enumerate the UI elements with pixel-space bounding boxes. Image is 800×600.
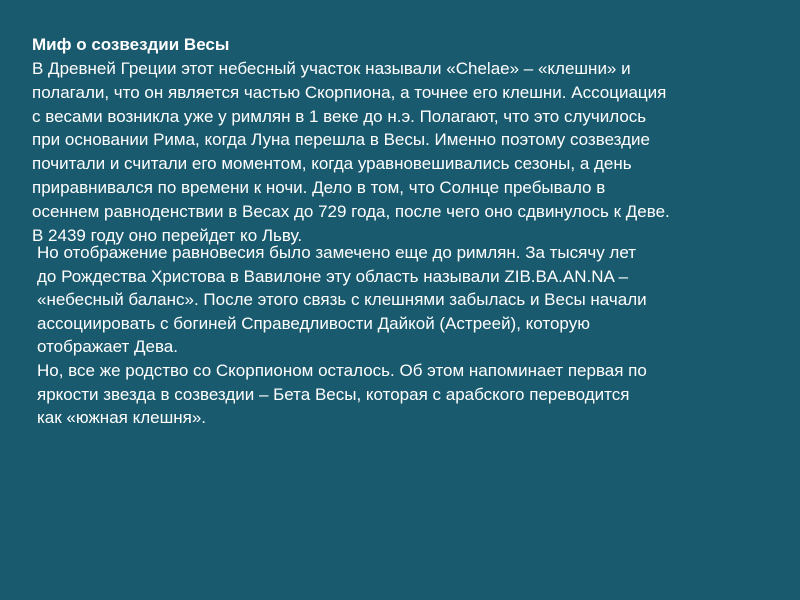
paragraph-line: ассоциировать с богиней Справедливости Дайкой (Астреей), которую bbox=[37, 313, 590, 333]
paragraph-line: яркости звезда в созвездии – Бета Весы, которая с арабского переводится bbox=[37, 384, 630, 404]
paragraph-line: приравнивался по времени к ночи. Дело в том, что Солнце пребывало в bbox=[32, 177, 606, 197]
paragraph-line: полагали, что он является частью Скорпиона, а точнее его клешни. Ассоциация bbox=[32, 82, 667, 102]
paragraph-line: Но, все же родство со Скорпионом осталось. Об этом напоминает первая по bbox=[37, 360, 647, 380]
paragraph-line: как «южная клешня». bbox=[37, 408, 206, 428]
paragraph-line: осеннем равноденствии в Весах до 729 года, после чего оно сдвинулось к Деве. bbox=[32, 201, 670, 221]
paragraph-line: «небесный баланс». После этого связь с клешнями забылась и Весы начали bbox=[37, 290, 647, 310]
paragraph-line: с весами возникла уже у римлян в 1 веке до н.э. Полагают, что это случилось bbox=[32, 106, 647, 126]
paragraph-line: до Рождества Христова в Вавилоне эту область называли ZIB.BA.AN.NA – bbox=[37, 266, 629, 286]
paragraph-line: при основании Рима, когда Луна перешла в Весы. Именно поэтому созвездие bbox=[32, 130, 650, 150]
paragraph-line: Но отображение равновесия было замечено еще до римлян. За тысячу лет bbox=[37, 243, 637, 262]
paragraph-line: отображает Дева. bbox=[37, 337, 178, 357]
slide-title: Миф о созвездии Весы bbox=[32, 35, 230, 54]
paragraph-line: В Древней Греции этот небесный участок называли «Chelae» – «клешни» и bbox=[32, 59, 631, 78]
paragraph-line: почитали и считали его моментом, когда уравновешивались сезоны, а день bbox=[32, 154, 632, 174]
paragraph-1 bbox=[32, 57, 772, 247]
paragraph-line: В 2439 году оно перейдет ко Льву. bbox=[32, 225, 303, 245]
paragraph-2 bbox=[37, 241, 772, 430]
